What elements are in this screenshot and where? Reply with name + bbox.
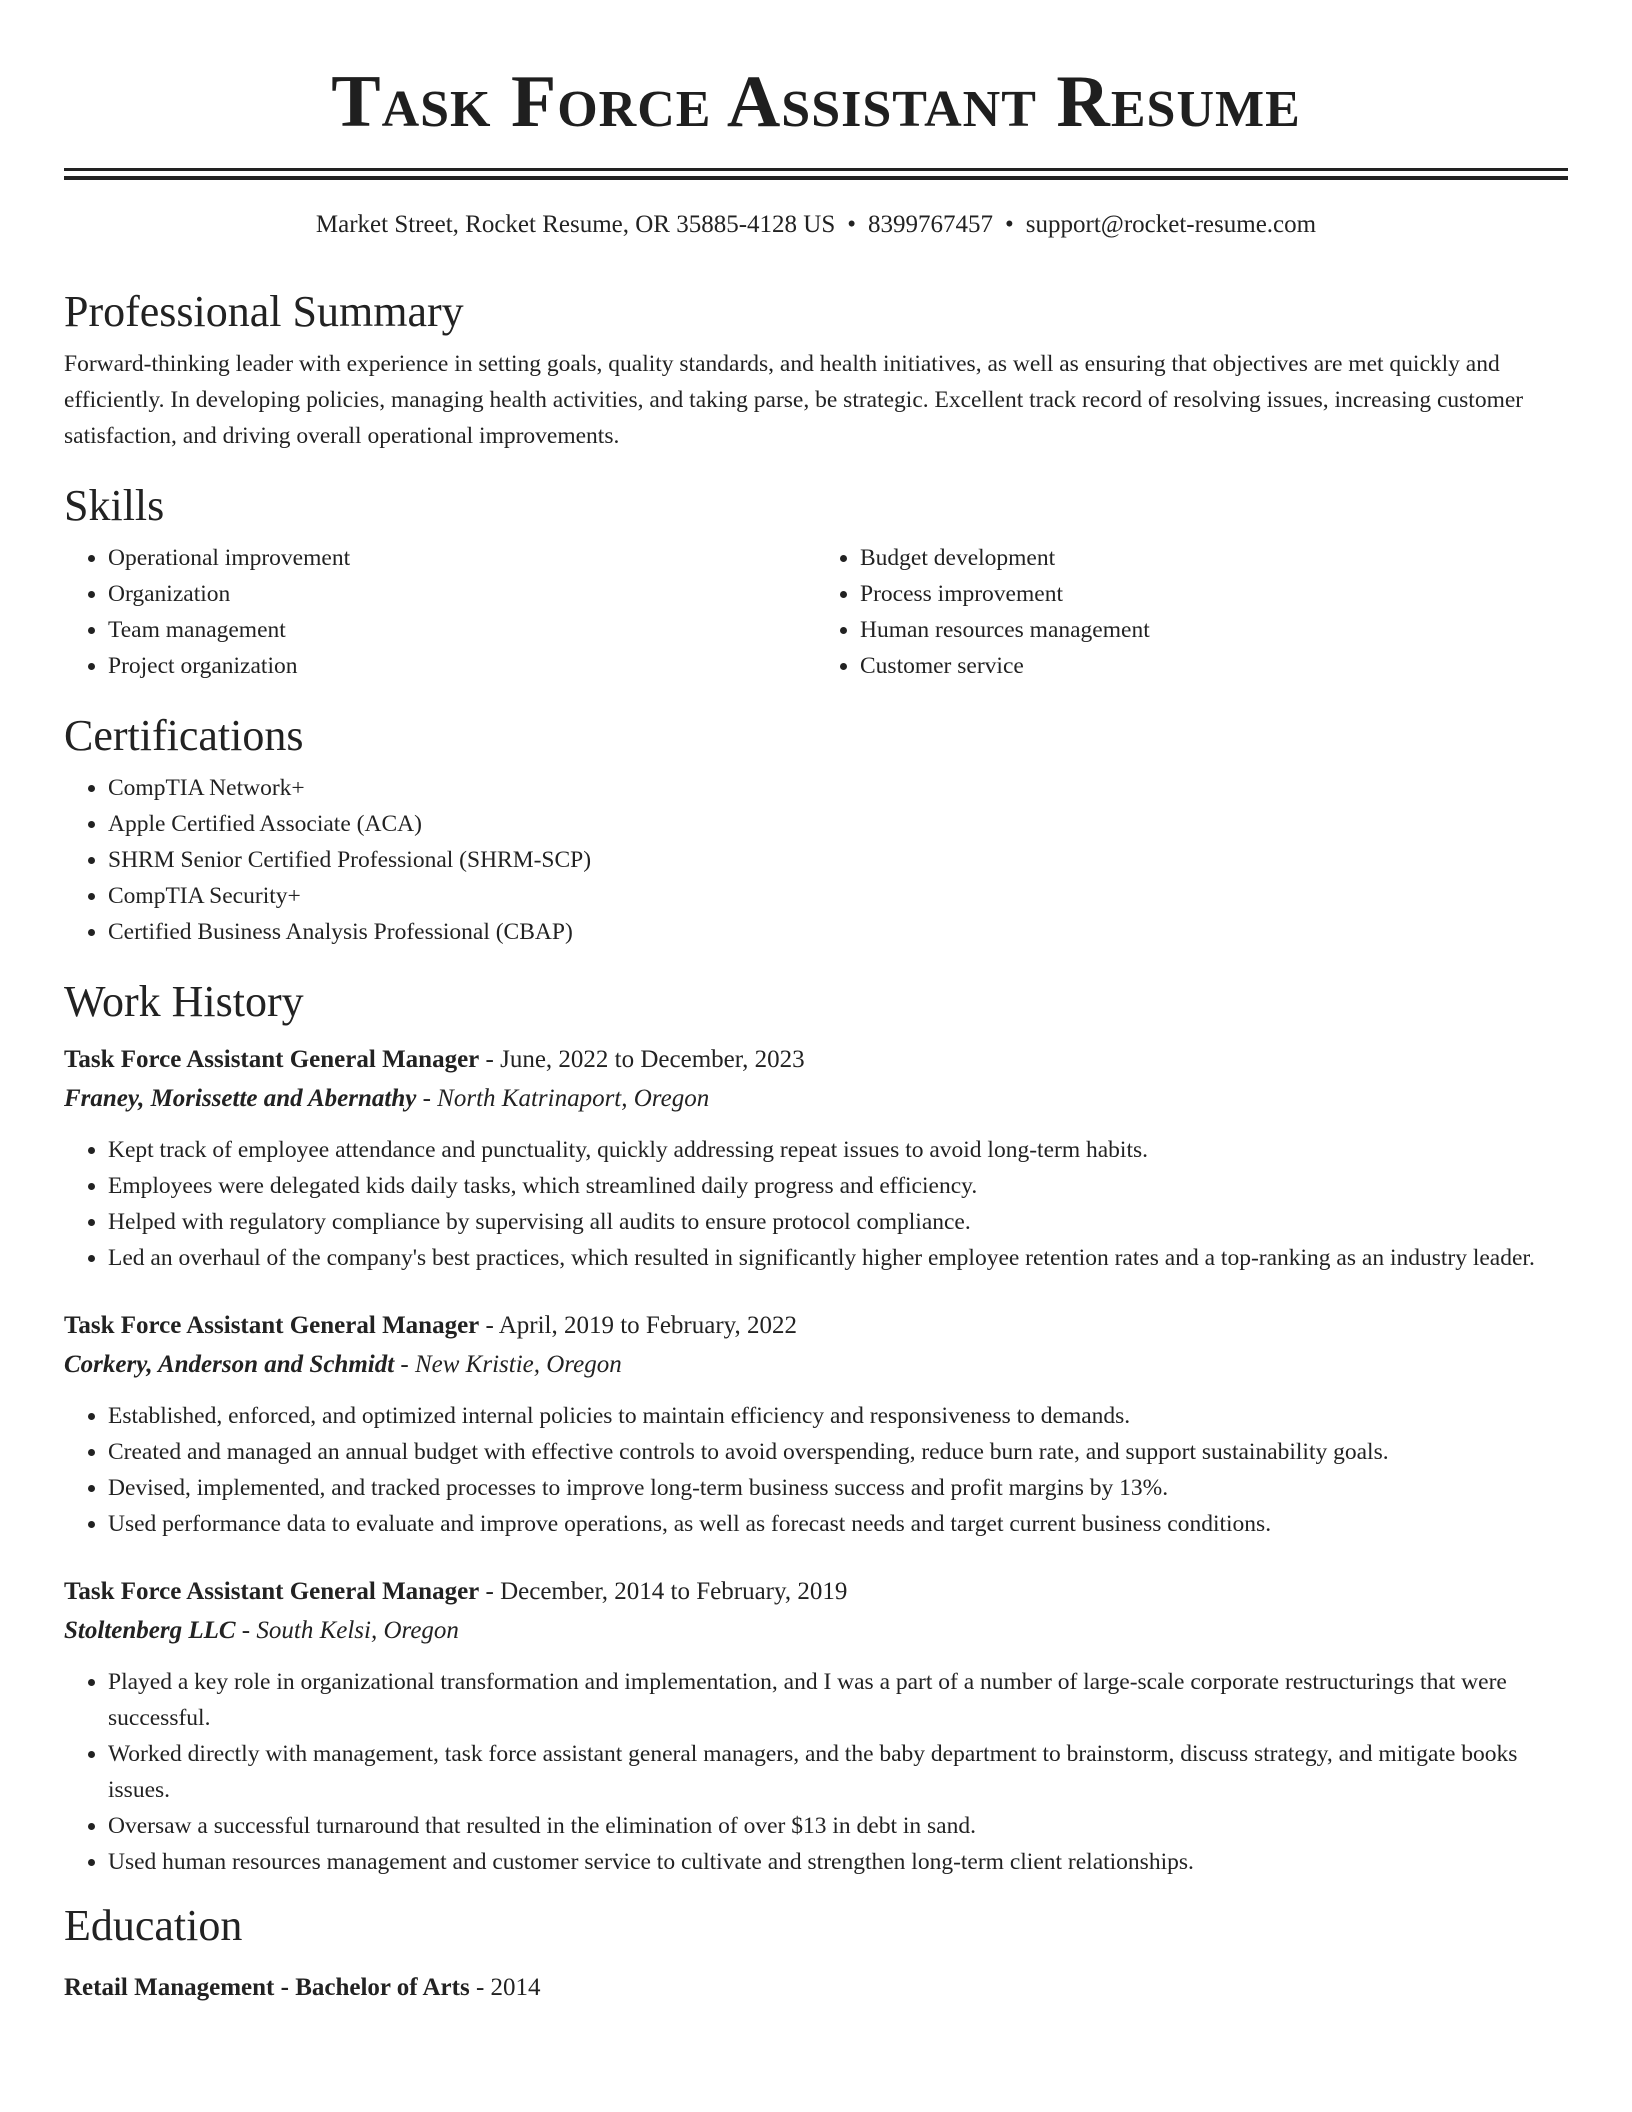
job-location: - South Kelsi, Oregon xyxy=(235,1617,459,1644)
job-dates: - April, 2019 to February, 2022 xyxy=(479,1312,798,1339)
job-bullet: • Employees were delegated kids daily tasks, which streamlined daily progress and efficiency. xyxy=(108,1168,1568,1204)
job-bullet: • Kept track of employee attendance and punctuality, quickly addressing repeat issues to avoid long-term habits. xyxy=(108,1132,1568,1168)
job-bullet: • Used human resources management and customer service to cultivate and strengthen long-term client relationships. xyxy=(108,1844,1568,1880)
contact-separator: • xyxy=(1005,211,1014,238)
skill-item: • Operational improvement xyxy=(108,540,816,576)
skills-list-right xyxy=(816,540,1568,684)
job-dates: - December, 2014 to February, 2019 xyxy=(479,1578,848,1605)
job-bullets xyxy=(64,1664,1568,1880)
certification-item: • CompTIA Network+ xyxy=(108,770,1568,806)
skills-list-left xyxy=(64,540,816,684)
job-entry xyxy=(64,1308,1568,1542)
job-location: - North Katrinaport, Oregon xyxy=(416,1085,710,1112)
job-title-line xyxy=(64,1574,1568,1610)
job-bullet: • Devised, implemented, and tracked processes to improve long-term business success and profit margins by 13%. xyxy=(108,1470,1568,1506)
job-dates: - June, 2022 to December, 2023 xyxy=(479,1046,805,1073)
job-company: Corkery, Anderson and Schmidt xyxy=(64,1351,395,1378)
job-company-line xyxy=(64,1080,1568,1118)
job-title: Task Force Assistant General Manager xyxy=(64,1046,480,1073)
job-bullet: • Helped with regulatory compliance by supervising all audits to ensure protocol compliance. xyxy=(108,1204,1568,1240)
job-bullet: • Created and managed an annual budget with effective controls to avoid overspending, reduce burn rate, and support sustainability goals. xyxy=(108,1434,1568,1470)
contact-address: Market Street, Rocket Resume, OR 35885-4128 US xyxy=(315,211,836,238)
contact-line xyxy=(64,208,1568,242)
job-company: Franey, Morissette and Abernathy xyxy=(64,1085,417,1112)
job-bullet: • Led an overhaul of the company's best practices, which resulted in significantly higher employee retention rates and a top-ranking as an industry leader. xyxy=(108,1240,1568,1276)
job-entry xyxy=(64,1042,1568,1276)
skill-item: • Team management xyxy=(108,612,816,648)
certifications-heading: Certifications xyxy=(64,711,304,760)
skill-item: • Project organization xyxy=(108,648,816,684)
job-bullet: • Established, enforced, and optimized internal policies to maintain efficiency and responsiveness to demands. xyxy=(108,1398,1568,1434)
skills-columns xyxy=(64,532,1568,684)
education-entry xyxy=(64,1970,1568,2006)
skill-item: • Human resources management xyxy=(860,612,1568,648)
title-double-rule xyxy=(64,168,1568,180)
job-company-line xyxy=(64,1612,1568,1650)
job-bullet: • Played a key role in organizational transformation and implementation, and I was a part of a number of large-scale corporate restructurings that were successful. xyxy=(108,1664,1568,1736)
work-history-heading: Work History xyxy=(64,977,304,1026)
job-bullet: • Worked directly with management, task force assistant general managers, and the baby department to brainstorm, discuss strategy, and mitigate books issues. xyxy=(108,1736,1568,1808)
skill-item: • Process improvement xyxy=(860,576,1568,612)
job-bullets xyxy=(64,1132,1568,1276)
job-company-line xyxy=(64,1346,1568,1384)
certification-item: • Certified Business Analysis Professional (CBAP) xyxy=(108,914,1568,950)
page-title: Task Force Assistant Resume xyxy=(331,61,1301,143)
skill-item: • Organization xyxy=(108,576,816,612)
job-company: Stoltenberg LLC xyxy=(64,1617,236,1644)
summary-text: Forward-thinking leader with experience in setting goals, quality standards, and health initiatives, as well as ensuring that objectives are met quickly and efficiently. In developing policies, managing health activities, and taking parse, be strategic. Excellent track record of resolving issues, increasing customer satisfaction, and driving overall operational improvements. xyxy=(64,351,1524,449)
job-title: Task Force Assistant General Manager xyxy=(64,1578,480,1605)
job-title-line xyxy=(64,1308,1568,1344)
job-entry xyxy=(64,1574,1568,1880)
certification-item: • SHRM Senior Certified Professional (SHRM-SCP) xyxy=(108,842,1568,878)
skills-heading: Skills xyxy=(64,481,165,530)
education-year: - 2014 xyxy=(469,1974,541,2001)
job-title: Task Force Assistant General Manager xyxy=(64,1312,480,1339)
job-bullet: • Used performance data to evaluate and improve operations, as well as forecast needs and target current business conditions. xyxy=(108,1506,1568,1542)
education-degree: Retail Management - Bachelor of Arts xyxy=(64,1974,470,2001)
certification-item: • Apple Certified Associate (ACA) xyxy=(108,806,1568,842)
skill-item: • Budget development xyxy=(860,540,1568,576)
certification-item: • CompTIA Security+ xyxy=(108,878,1568,914)
contact-email: support@rocket-resume.com xyxy=(1025,211,1317,238)
education-heading: Education xyxy=(64,1901,243,1950)
contact-separator: • xyxy=(847,211,857,238)
skill-item: • Customer service xyxy=(860,648,1568,684)
job-bullets xyxy=(64,1398,1568,1542)
certifications-list xyxy=(64,770,1568,950)
job-bullet: • Oversaw a successful turnaround that resulted in the elimination of over $13 in debt in sand. xyxy=(108,1808,1568,1844)
contact-phone: 8399767457 xyxy=(868,211,994,238)
job-title-line xyxy=(64,1042,1568,1078)
job-location: - New Kristie, Oregon xyxy=(394,1351,622,1378)
summary-heading: Professional Summary xyxy=(64,287,464,336)
